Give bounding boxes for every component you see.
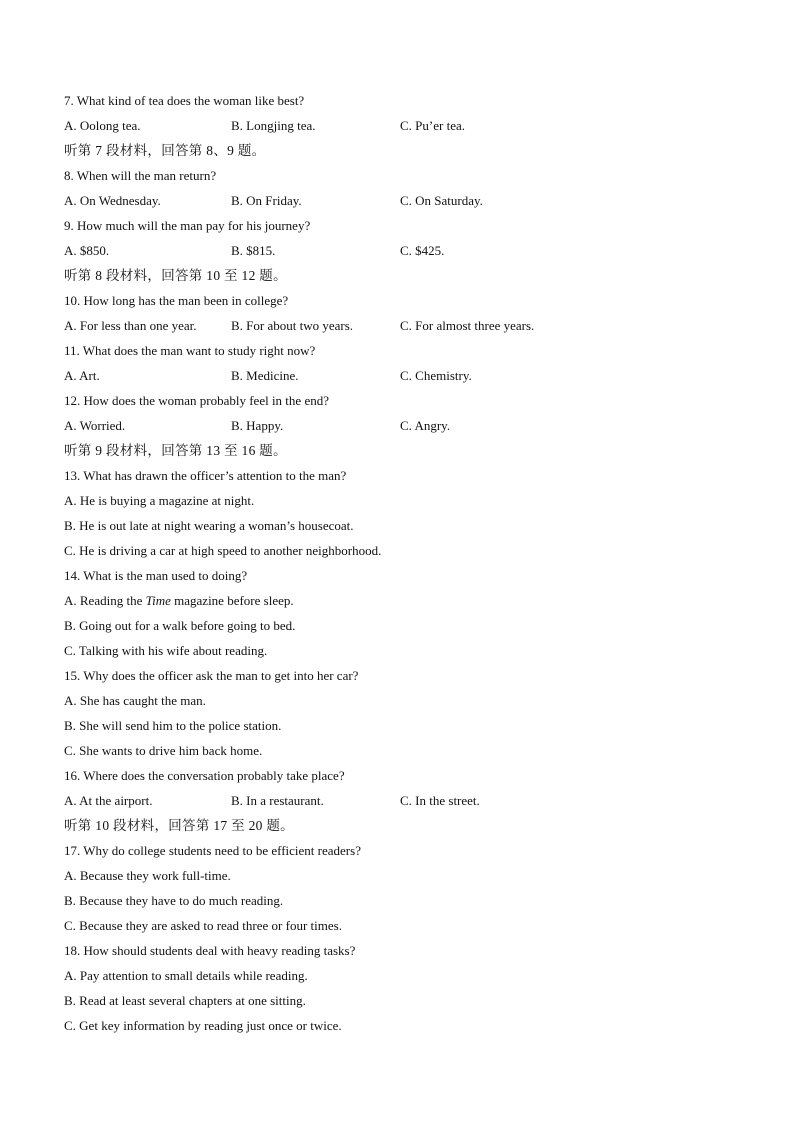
question-text: 18. How should students deal with heavy reading tasks? — [64, 943, 356, 958]
answer-options-row — [64, 788, 764, 813]
question-text: 8. When will the man return? — [64, 168, 217, 183]
answer-option-c: C. Angry. — [400, 418, 451, 433]
answer-option-a: A. Worried. — [64, 418, 126, 433]
section-heading: 听第 7 段材料，回答第 8、9 题。 — [64, 143, 266, 158]
answer-option: B. Read at least several chapters at one sitting. — [64, 993, 306, 1008]
option-text: A. Reading the — [64, 593, 146, 608]
question-text: 17. Why do college students need to be efficient readers? — [64, 843, 361, 858]
answer-option: A. She has caught the man. — [64, 693, 206, 708]
answer-option-a: A. For less than one year. — [64, 318, 197, 333]
answer-option: B. She will send him to the police station. — [64, 718, 282, 733]
answer-option-c: C. Chemistry. — [400, 368, 472, 383]
answer-option-a: A. On Wednesday. — [64, 193, 161, 208]
answer-option-c: C. On Saturday. — [400, 193, 483, 208]
answer-option: C. Talking with his wife about reading. — [64, 643, 268, 658]
answer-option: B. Going out for a walk before going to bed. — [64, 618, 296, 633]
answer-option-a: A. Oolong tea. — [64, 118, 141, 133]
answer-option — [64, 588, 764, 613]
section-heading: 听第 9 段材料，回答第 13 至 16 题。 — [64, 443, 287, 458]
question-text: 11. What does the man want to study right now? — [64, 343, 316, 358]
answer-option-b: B. $815. — [231, 243, 276, 258]
section-heading: 听第 10 段材料，回答第 17 至 20 题。 — [64, 818, 294, 833]
answer-options-row — [64, 413, 764, 438]
answer-options-row — [64, 313, 764, 338]
answer-option-c: C. In the street. — [400, 793, 480, 808]
answer-options-row — [64, 188, 764, 213]
answer-option: A. Because they work full-time. — [64, 868, 231, 883]
answer-options-row — [64, 238, 764, 263]
section-heading: 听第 8 段材料，回答第 10 至 12 题。 — [64, 268, 287, 283]
answer-option-b: B. In a restaurant. — [231, 793, 324, 808]
answer-option: C. Because they are asked to read three or four times. — [64, 918, 342, 933]
question-text: 14. What is the man used to doing? — [64, 568, 248, 583]
question-text: 10. How long has the man been in college? — [64, 293, 289, 308]
answer-option: A. Pay attention to small details while reading. — [64, 968, 308, 983]
answer-option-b: B. Medicine. — [231, 368, 299, 383]
question-text: 9. How much will the man pay for his journey? — [64, 218, 311, 233]
option-text: magazine before sleep. — [170, 593, 294, 608]
question-text: 13. What has drawn the officer’s attention to the man? — [64, 468, 347, 483]
question-text: 7. What kind of tea does the woman like best? — [64, 93, 305, 108]
answer-option: C. He is driving a car at high speed to another neighborhood. — [64, 543, 382, 558]
answer-option-a: A. At the airport. — [64, 793, 153, 808]
magazine-title: Time — [145, 593, 171, 608]
answer-option-c: C. $425. — [400, 243, 445, 258]
answer-option: C. Get key information by reading just once or twice. — [64, 1018, 342, 1033]
answer-option-b: B. Longjing tea. — [231, 118, 316, 133]
answer-option: B. He is out late at night wearing a woman’s housecoat. — [64, 518, 354, 533]
answer-options-row — [64, 113, 764, 138]
answer-option-b: B. Happy. — [231, 418, 284, 433]
question-text: 16. Where does the conversation probably take place? — [64, 768, 345, 783]
answer-options-row — [64, 363, 764, 388]
question-text: 12. How does the woman probably feel in the end? — [64, 393, 329, 408]
answer-option-c: C. For almost three years. — [400, 318, 535, 333]
answer-option-b: B. For about two years. — [231, 318, 354, 333]
answer-option-a: A. Art. — [64, 368, 100, 383]
exam-page — [64, 88, 764, 1038]
answer-option-c: C. Pu’er tea. — [400, 118, 465, 133]
answer-option-a: A. $850. — [64, 243, 110, 258]
question-text: 15. Why does the officer ask the man to get into her car? — [64, 668, 359, 683]
answer-option: C. She wants to drive him back home. — [64, 743, 263, 758]
answer-option: B. Because they have to do much reading. — [64, 893, 284, 908]
answer-option-b: B. On Friday. — [231, 193, 302, 208]
answer-option: A. He is buying a magazine at night. — [64, 493, 255, 508]
